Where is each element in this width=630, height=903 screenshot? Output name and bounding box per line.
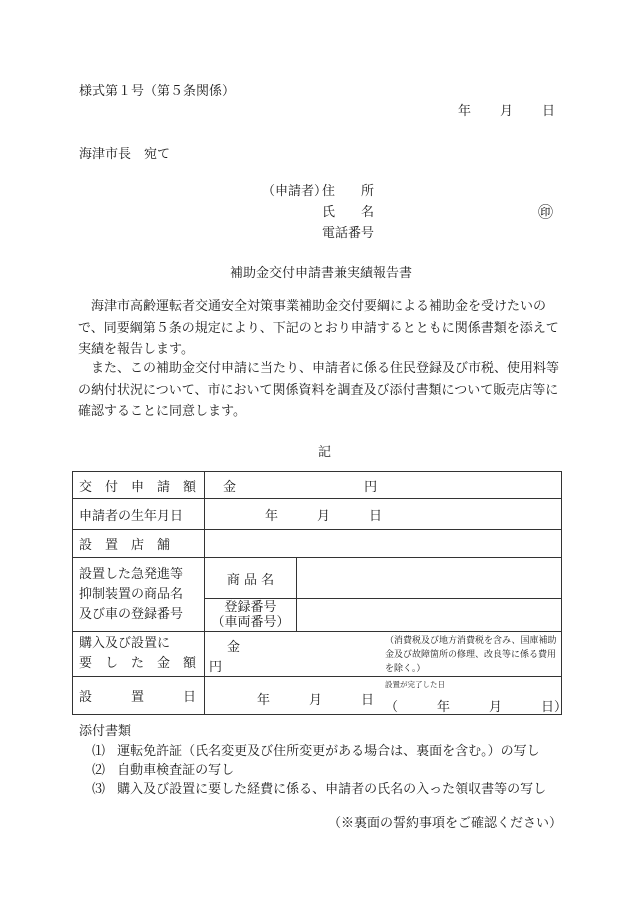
attachments-heading: 添付書類	[79, 724, 132, 739]
date-line: 年 月 日	[458, 104, 557, 119]
birthdate-value: 年 月 日	[265, 508, 383, 524]
attachment-number: ⑵	[92, 763, 106, 778]
body-paragraph-2: また、この補助金交付申請に当たり、申請者に係る住民登録及び市税、使用料等の納付状況について、市において関係資料を調査及び添付書類について販売店等に確認することに同意します。	[78, 361, 560, 419]
purchase-cost-note: （消費税及び地方消費税を含み、国庫補助金及び故障箇所の修理、改良等に係る費用を除く。）	[385, 636, 557, 674]
attachment-text: 自動車検査証の写し	[117, 763, 235, 778]
table-row	[73, 558, 562, 599]
install-complete-note: 設置が完了した日	[385, 680, 445, 689]
table-row	[73, 472, 562, 499]
kin-label: 金	[223, 479, 237, 495]
row-label-grant-amount: 交 付 申 請 額	[73, 472, 205, 499]
attachment-text: 購入及び設置に要した経費に係る、申請者の氏名の入った領収書等の写し	[117, 782, 547, 797]
ki-heading: 記	[318, 445, 332, 460]
device-label-line-2: 抑制装置の商品名	[79, 586, 184, 602]
purchase-label-line-1: 購入及び設置に	[79, 636, 171, 651]
registration-label-line-2: （車両番号）	[211, 615, 290, 630]
phone-label: 電話番号	[322, 226, 375, 241]
grant-amount-field[interactable]	[205, 472, 562, 499]
birthdate-field[interactable]	[205, 499, 562, 530]
kin-label: 金	[227, 640, 241, 655]
attachment-item	[92, 778, 546, 797]
product-name-label: 商 品 名	[205, 558, 297, 599]
attachment-item	[92, 740, 540, 759]
footer-note: （※裏面の誓約事項をご確認ください）	[328, 816, 563, 831]
applicant-prefix: （申請者）	[262, 184, 328, 199]
row-label-store: 設 置 店 舗	[73, 530, 205, 558]
device-label-line-1: 設置した急発進等	[79, 566, 184, 582]
table-row	[73, 632, 562, 677]
product-name-field[interactable]	[297, 558, 562, 599]
device-label-line-3: 及び車の登録番号	[79, 606, 184, 622]
attachment-number: ⑴	[92, 744, 106, 759]
install-date-paren: （ 年 月 日）	[385, 700, 568, 715]
address-label: 住 所	[322, 184, 375, 199]
attachment-text: 運転免許証（氏名変更及び住所変更がある場合は、裏面を含む。）の写し	[117, 744, 540, 759]
row-label-birthdate: 申請者の生年月日	[73, 499, 205, 530]
attachment-number: ⑶	[92, 782, 106, 797]
application-table	[72, 471, 568, 715]
seal-mark: ㊞	[538, 203, 554, 221]
install-date-value: 年 月 日	[257, 693, 375, 708]
attachment-item	[92, 759, 234, 778]
document-title: 補助金交付申請書兼実績報告書	[230, 266, 413, 281]
registration-label	[205, 599, 297, 632]
form-number: 様式第１号（第５条関係）	[79, 84, 236, 99]
yen-label: 円	[364, 479, 378, 495]
yen-label: 円	[209, 660, 223, 675]
row-label-install-date: 設 置 日	[73, 677, 205, 715]
name-label: 氏 名	[322, 205, 375, 220]
row-label-purchase-cost	[73, 632, 205, 677]
row-label-device	[73, 558, 205, 632]
table-row	[73, 499, 562, 530]
registration-label-line-1: 登録番号	[224, 600, 277, 615]
install-date-field[interactable]	[205, 677, 568, 715]
purchase-label-line-2: 要 し た 金 額	[79, 656, 197, 671]
table-row	[73, 530, 562, 558]
body-paragraph-1: 海津市高齢運転者交通安全対策事業補助金交付要綱による補助金を受けたいので、同要綱第５条の規定により、下記のとおり申請するとともに関係書類を添えて実績を報告します。	[78, 299, 559, 357]
purchase-cost-field[interactable]	[205, 632, 562, 677]
registration-number-field[interactable]	[297, 599, 562, 632]
table-row	[73, 677, 562, 715]
addressee: 海津市長 宛て	[79, 147, 171, 162]
store-field[interactable]	[205, 530, 562, 558]
